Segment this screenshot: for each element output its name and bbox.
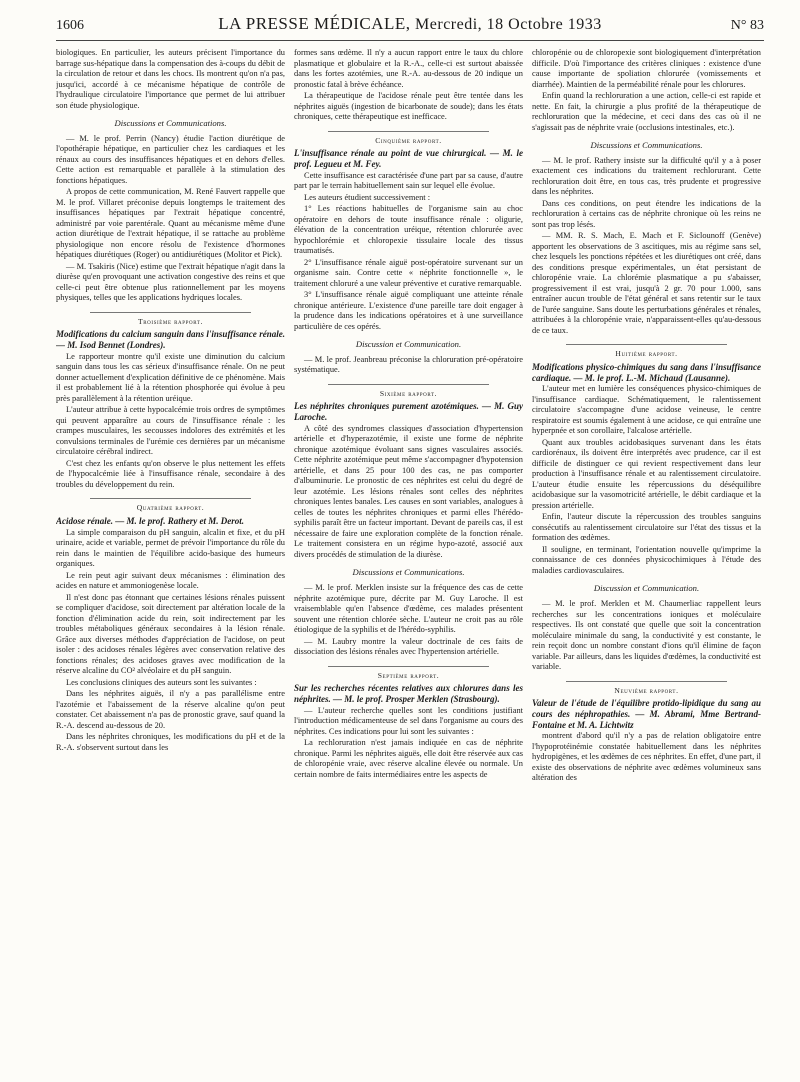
- paragraph: Le rein peut agir suivant deux mécanismes : élimination des acides en nature et ammoniogenèse locale.: [56, 570, 285, 591]
- paragraph: L'auteur met en lumière les conséquences physico-chimiques de l'insuffisance cardiaque. Schématiquement, le ralentissement circulatoire s'accompagne d'une acidose veineuse, le centre respiratoire est soumis également à une acidose, ce qui entraîne une hyperpnée et son corollaire, l'alcalose artérielle.: [532, 384, 761, 436]
- column-right: [532, 48, 761, 785]
- paragraph: Il n'est donc pas étonnant que certaines lésions rénales puissent se compliquer d'acidose, soit directement par altération locale de la fonction d'élimination acide du rein, soit indirectement par les troubles métaboliques généraux secondaires à la lésion rénale. Grâce aux diverses méthodes d'appréciation de l'acidose, on peut isoler : des acidoses rénales légères avec conservation relative des fonctions rénales; des acidoses graves avec modification de la réserve alcaline du CO² alvéolaire et du pH sanguin.: [56, 592, 285, 676]
- column-middle: [294, 48, 523, 785]
- paragraph: montrent d'abord qu'il n'y a pas de relation obligatoire entre l'hypoprotéinémie constatée habituellement dans les néphrites hydropigènes, et les œdèmes de ces néphrites. En effet, d'une part, il existe des observations de néphrite avec œdèmes volumineux sans altération des: [532, 731, 761, 783]
- discussion-heading: Discussions et Communications.: [114, 118, 227, 128]
- report-title: Les néphrites chroniques purement azotémiques. — M. Guy Laroche.: [294, 401, 523, 423]
- section-divider: [328, 384, 488, 385]
- discussion-heading: Discussions et Communications.: [352, 567, 465, 578]
- discussion-heading: Discussion et Communication.: [355, 339, 462, 350]
- section-divider: [566, 344, 726, 345]
- report-title: Modifications du calcium sanguin dans l'insuffisance rénale. — M. Isod Bennet (Londres).: [56, 329, 285, 351]
- paragraph: C'est chez les enfants qu'on observe le plus nettement les effets de l'hypocalcémie liée à l'insuffisance rénale, secondaire à des troubles du développement du rein.: [56, 458, 285, 489]
- discussion-heading: Discussions et Communications.: [590, 140, 703, 150]
- page-number: 1606: [56, 18, 84, 33]
- paragraph: A propos de cette communication, M. René Fauvert rappelle que M. le prof. Villaret préconise depuis longtemps le traitement des insuffisances hépatiques par l'extrait hépatique concentré, administré par voie parentérale. Quant au mécanisme même d'une action diurétique de l'extrait hépatique, il se rattache au problème physiologique non encore résolu de l'existence d'hormones hépatiques diurétiques (Roger) ou antidiurétiques (Molitor et Pick).: [56, 187, 285, 260]
- report-title: L'insuffisance rénale au point de vue chirurgical. — M. le prof. Legueu et M. Fey.: [294, 147, 523, 169]
- paragraph: L'auteur attribue à cette hypocalcémie trois ordres de symptômes qui peuvent apparaître au cours de l'insuffisance rénale : les crampes musculaires, les secousses indolores des extrémités et les convulsions terminales de l'urémie ces dernières par un mécanisme circulatoire cérébral indirect.: [56, 405, 285, 457]
- report-number-heading: Neuvième rapport.: [614, 685, 679, 695]
- paragraph: chloropénie ou de chloropexie sont biologiquement d'interprétation difficile. D'où l'importance des critères cliniques : existence d'une cause importante de spoliation chlorurée (vomissements et diarrhée). Maintien de la perméabilité rénale pour les chlorures.: [532, 48, 761, 89]
- paragraph: — M. Laubry montre la valeur doctrinale de ces faits de dissociation des lésions rénales avec l'hypertension artérielle.: [294, 636, 523, 657]
- paragraph: — M. le prof. Merklen et M. Chaumerliac rappellent leurs recherches sur les concentrations ioniques et moléculaire respectives. Ils ont constaté que quelle que soit la concentration moléculaire minimale du sang, la conductivité y est constante, le rein reçoit donc un nombre constant d'ions qu'il élimine de façon variable. Par ailleurs, dans les liquides d'œdèmes, la conductivité est variable.: [532, 599, 761, 672]
- paragraph: — MM. R. S. Mach, E. Mach et F. Siclounoff (Genève) apportent les observations de 3 ascitiques, mis au régime sans sel, chez lesquels les ponctions répétées et les diurétiques ont créé, dans des conditions presque expérimentales, un état persistant de chloropénie vraie. La chlorémie plasmatique a pu s'abaisser, progressivement il est vrai, jusqu'à 2 gr. 70 pour 1.000, sans entraîner aucun trouble de l'état général et sans retentir sur le taux de l'urée sanguine. Sans doute les perturbations générales et rénales, attribuées à la chloropénie vraie, n'apparaissent-elles qu'au-dessous de ce taux.: [532, 231, 761, 335]
- paragraph: Dans les néphrites aiguës, il n'y a pas parallélisme entre l'azotémie et l'abaissement de la réserve alcaline qu'on peut constater. Cet abaissement n'a pas de pronostic grave, sauf quand la R.-A. descend au-dessous de 20.: [56, 689, 285, 730]
- paragraph: biologiques. En particulier, les auteurs précisent l'importance du barrage sus-hépatique dans la compensation des à-coups du débit de la circulation de retour et dans les chocs. Ils montrent qu'on n'a pas, jusqu'ici, accordé à ce mécanisme hépatique de contrôle de l'hydraulique circulatoire l'importance que permet de lui attribuer son étude physiologique.: [56, 48, 285, 110]
- paragraph: formes sans œdème. Il n'y a aucun rapport entre le taux du chlore plasmatique et globulaire et la R.-A., celle-ci est surtout abaissée dans les fortes azotémies, une R.-A. au-dessous de 20 indique un pronostic fatal à brève échéance.: [294, 48, 523, 89]
- paragraph: A côté des syndromes classiques d'association d'hypertension artérielle et d'hyperazotémie, il existe une forme de néphrite chronique azotémique évoluant sans signes vasculaires associés. Cette néphrite azotémique peut même s'accompagner d'hypotension artérielle, et dans 25 pour 100 des cas, ne pas comporter d'albuminurie. Le pronostic de ces néphrites est celui du degré de leur azotémie. Les lésions rénales sont celles des néphrites chroniques lentes banales. Les causes en sont variables, analogues à celles de toutes les néphrites chroniques et parmi elles l'hérédo-syphilis paraît être un facteur important. Devant de pareils cas, il est nécessaire de faire une exploration complète de la fonction rénale. Le traitement consistera en un régime hypo-azoté, associé aux divers procédés de stimulation de la diurèse.: [294, 423, 523, 559]
- paragraph: 1° Les réactions habituelles de l'organisme sain au choc opératoire en dehors de toute insuffisance rénale : oligurie, élévation de la concentration uréique, rétention chlorurée avec hypochlorémie et chloropexie tissulaire locale des tissus traumatisés.: [294, 204, 523, 256]
- paragraph: Le rapporteur montre qu'il existe une diminution du calcium sanguin dans tous les cas sérieux d'insuffisance rénale. On ne peut donner actuellement d'explication définitive de ce phénomène. Mais il est probablement lié à la rétention phosphorée qui évolue à peu près parallèlement à la rétention uréique.: [56, 351, 285, 403]
- paragraph: — M. le prof. Rathery insiste sur la difficulté qu'il y a à poser exactement ces indications du traitement rechlorurant. Cette rechloruration doit être, en tous cas, très prudente et progressive dans les néphrites.: [532, 155, 761, 197]
- report-number-heading: Cinquième rapport.: [375, 135, 442, 145]
- report-number-heading: Quatrième rapport.: [136, 503, 205, 513]
- paragraph: — M. le prof. Merklen insiste sur la fréquence des cas de cette néphrite azotémique pure, décrite par M. Guy Laroche. Il est vraisemblable qu'en l'absence d'œdème, ces malades présentent souvent une rétention chlorée sèche. L'auteur ne croit pas au rôle étiologique de la syphilis et de l'hérédo-syphilis.: [294, 583, 523, 635]
- section-divider: [566, 681, 726, 682]
- report-title: Valeur de l'étude de l'équilibre protido-lipidique du sang au cours des néphropathies. — M. Abrami, Mme Bertrand-Fontaine et M. A. Lichtwitz: [532, 698, 761, 730]
- paragraph: Quant aux troubles acidobasiques survenant dans les états cardiorénaux, ils doivent être interprétés avec prudence, car il est difficile de distinguer ce qui revient respectivement dans leur production à l'insuffisance rénale et au ralentissement circulatoire. L'auteur étudie ensuite les répercussions du déséquilibre acidobasique sur la vasomotricité artérielle, le débit cardiaque et la pression artérielle.: [532, 437, 761, 510]
- paragraph: 2° L'insuffisance rénale aiguë post-opératoire survenant sur un organisme sain. Contre cette « néphrite fonctionnelle », le traitement chloruré a une valeur préventive et curative remarquable.: [294, 257, 523, 288]
- paragraph: — L'auteur recherche quelles sont les conditions justifiant l'introduction médicamenteuse de sel dans l'organisme au cours des néphrites. Ces indications pour lui sont les suivantes :: [294, 705, 523, 736]
- paragraph: La rechloruration n'est jamais indiquée en cas de néphrite chronique. Parmi les néphrites aiguës, elle doit être réservée aux cas de chloropénie vraie, avec réserve alcaline élevée ou normale. Un certain nombre de faits intermédiaires entre les aspects de: [294, 738, 523, 779]
- journal-title-line: [218, 14, 601, 34]
- paragraph: Dans ces conditions, on peut étendre les indications de la rechloruration à certains cas de néphrite chronique où les reins ne sont pas trop lésés.: [532, 198, 761, 229]
- paragraph: — M. le prof. Perrin (Nancy) étudie l'action diurétique de l'opothérapie hépatique, en particulier chez les cardiaques et les rénaux au cours des insuffisances hépatiques et en dehors d'elles. Cette action est remarquable et parallèle à la stimulation des fonctions hépatiques.: [56, 133, 285, 185]
- discussion-heading: Discussion et Communication.: [593, 583, 700, 594]
- paragraph: Les conclusions cliniques des auteurs sont les suivantes :: [66, 677, 257, 687]
- issue-date: Mercredi, 18 Octobre 1933: [415, 16, 602, 33]
- report-title: Acidose rénale. — M. le prof. Rathery et M. Derot.: [56, 515, 244, 526]
- paragraph: Les auteurs étudient successivement :: [304, 192, 431, 202]
- paragraph: — M. le prof. Jeanbreau préconise la chloruration pré-opératoire systématique.: [294, 354, 523, 375]
- report-number-heading: Sixième rapport.: [379, 388, 438, 398]
- issue-number: N° 83: [730, 18, 764, 33]
- paragraph: Enfin quand la rechloruration a une action, celle-ci est rapide et nette. En fait, la chirurgie a plus profité de la thérapeutique de rechloruration que la médecine, et ceci dans des cas où il ne s'agissait pas de néphrite vraie (occlusions intestinales, etc.).: [532, 91, 761, 132]
- section-divider: [328, 666, 488, 667]
- paragraph: La thérapeutique de l'acidose rénale peut être tentée dans les néphrites aiguës (ingestion de bicarbonate de soude); dans les états chroniques, cette thérapeutique est inefficace.: [294, 91, 523, 121]
- journal-name: LA PRESSE MÉDICALE,: [218, 14, 411, 33]
- page-header: [56, 14, 764, 41]
- paragraph: La simple comparaison du pH sanguin, alcalin et fixe, et du pH urinaire, acide et variable, permet de prévoir l'importance du rôle du rein dans le maintien de l'équilibre acido-basique des humeurs organiques.: [56, 527, 285, 569]
- paragraph: Dans les néphrites chroniques, les modifications du pH et de la R.-A. s'observent surtout dans les: [56, 732, 285, 752]
- report-number-heading: Septième rapport.: [377, 670, 440, 680]
- article-columns: [56, 48, 764, 785]
- paragraph: Il souligne, en terminant, l'orientation nouvelle qu'imprime la connaissance de ces données physicochimiques à l'étude des maladies cardiovasculaires.: [532, 544, 761, 575]
- paragraph: Cette insuffisance est caractérisée d'une part par sa cause, d'autre part par le terrain habituellement sain sur lequel elle évolue.: [294, 170, 523, 191]
- report-title: Modifications physico-chimiques du sang dans l'insuffisance cardiaque. — M. le prof. L.-M. Michaud (Lausanne).: [532, 361, 761, 383]
- report-title: Sur les recherches récentes relatives aux chlorures dans les néphrites. — M. le prof. Prosper Merklen (Strasbourg).: [294, 683, 523, 704]
- column-left: [56, 48, 285, 785]
- report-number-heading: Huitième rapport.: [615, 349, 678, 359]
- paragraph: — M. Tsakiris (Nice) estime que l'extrait hépatique n'agit dans la diurèse qu'en provoquant une activation congestive des reins et que celle-ci peut être obtenue plus rationnellement par les moyens physiques, telles que les applications hydriques locales.: [56, 261, 285, 303]
- section-divider: [328, 131, 488, 132]
- report-number-heading: Troisième rapport.: [137, 316, 204, 326]
- section-divider: [90, 312, 250, 313]
- paragraph: 3° L'insuffisance rénale aiguë compliquant une atteinte rénale chronique antérieure. L'existence d'une pareille tare doit engager à la prudence dans les indications opératoires et à une surveillance particulière de ces opérés.: [294, 290, 523, 331]
- section-divider: [90, 498, 250, 499]
- paragraph: Enfin, l'auteur discute la répercussion des troubles sanguins consécutifs au ralentissement circulatoire sur l'état des tissus et la formation des œdèmes.: [532, 512, 761, 543]
